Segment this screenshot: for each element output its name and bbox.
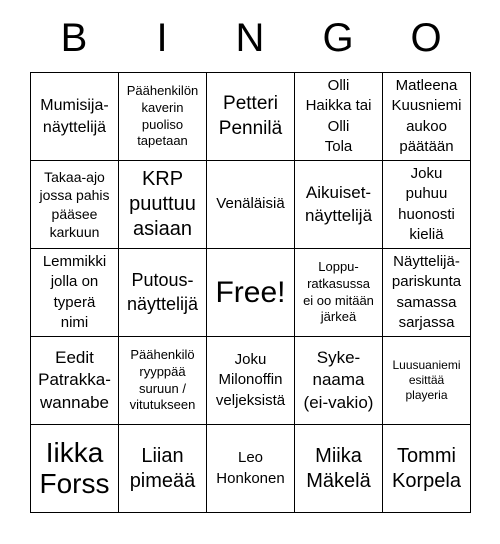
cell-text: Aikuiset- näyttelijä: [304, 183, 373, 225]
bingo-cell-r4-c3[interactable]: [207, 337, 295, 425]
cell-text: Päähenkilö ryyppää suruun / vitutukseen: [129, 347, 196, 413]
bingo-cell-r1-c2[interactable]: [119, 73, 207, 161]
bingo-cell-r5-c3[interactable]: [207, 425, 295, 513]
cell-text: Päähenkilön kaverin puoliso tapetaan: [126, 83, 199, 149]
cell-text: KRP puuttuu asiaan: [129, 168, 196, 240]
cell-text: Takaa-ajo jossa pahis pääsee karkuun: [39, 169, 110, 240]
bingo-cell-r5-c4[interactable]: [295, 425, 383, 513]
cell-text: Iikka Forss: [39, 436, 110, 499]
cell-text: Joku Milonoffin veljeksistä: [215, 351, 286, 409]
cell-text: Matleena Kuusniemi aukoo päätään: [391, 77, 462, 155]
header-letter-i: I: [156, 16, 168, 60]
bingo-cell-r1-c4[interactable]: [295, 73, 383, 161]
bingo-cell-r3-c4[interactable]: [295, 249, 383, 337]
bingo-cell-r5-c1[interactable]: [31, 425, 119, 513]
bingo-cell-r5-c2[interactable]: [119, 425, 207, 513]
header-letter-n: N: [235, 16, 265, 60]
cell-text: Leo Honkonen: [216, 449, 285, 487]
cell-text: Venäläisiä: [216, 195, 285, 213]
bingo-cell-r2-c4[interactable]: [295, 161, 383, 249]
cell-text: Olli Haikka tai Olli Tola: [305, 77, 372, 155]
bingo-cell-r3-c5[interactable]: [383, 249, 471, 337]
header-letter-b: B: [60, 16, 88, 60]
header-letter-g: G: [322, 16, 354, 60]
cell-text: Loppu- ratkasussa ei oo mitään järkeä: [303, 259, 374, 325]
cell-text: Luusuaniemi esittää playeria: [392, 358, 461, 402]
free-space-label: Free!: [215, 275, 286, 309]
bingo-cell-r3-c1[interactable]: [31, 249, 119, 337]
cell-text: Mumisija- näyttelijä: [40, 96, 109, 136]
cell-text: Näyttelijä- pariskunta samassa sarjassa: [391, 253, 462, 331]
cell-text: Petteri Pennilä: [218, 92, 283, 139]
bingo-cell-r4-c2[interactable]: [119, 337, 207, 425]
cell-text: Tommi Korpela: [392, 444, 461, 492]
header-letter-o: O: [410, 16, 442, 60]
bingo-cell-r2-c3[interactable]: [207, 161, 295, 249]
bingo-cell-r2-c1[interactable]: [31, 161, 119, 249]
bingo-cell-r5-c5[interactable]: [383, 425, 471, 513]
bingo-cell-r4-c4[interactable]: [295, 337, 383, 425]
bingo-board: [30, 72, 471, 513]
cell-text: Liian pimeää: [129, 444, 196, 492]
bingo-cell-r1-c5[interactable]: [383, 73, 471, 161]
bingo-cell-r4-c5[interactable]: [383, 337, 471, 425]
bingo-cell-r4-c1[interactable]: [31, 337, 119, 425]
cell-text: Eedit Patrakka- wannabe: [38, 348, 111, 412]
cell-text: Joku puhuu huonosti kieliä: [398, 165, 455, 243]
bingo-cell-r2-c2[interactable]: [119, 161, 207, 249]
cell-text: Syke- naama (ei-vakio): [303, 348, 374, 412]
bingo-cell-r1-c3[interactable]: [207, 73, 295, 161]
bingo-cell-r2-c5[interactable]: [383, 161, 471, 249]
cell-text: Miika Mäkelä: [306, 444, 371, 492]
cell-text: Lemmikki jolla on typerä nimi: [42, 253, 107, 331]
bingo-cell-free[interactable]: [207, 249, 295, 337]
bingo-header: [30, 0, 470, 72]
bingo-cell-r3-c2[interactable]: [119, 249, 207, 337]
cell-text: Putous- näyttelijä: [126, 270, 199, 314]
bingo-cell-r1-c1[interactable]: [31, 73, 119, 161]
